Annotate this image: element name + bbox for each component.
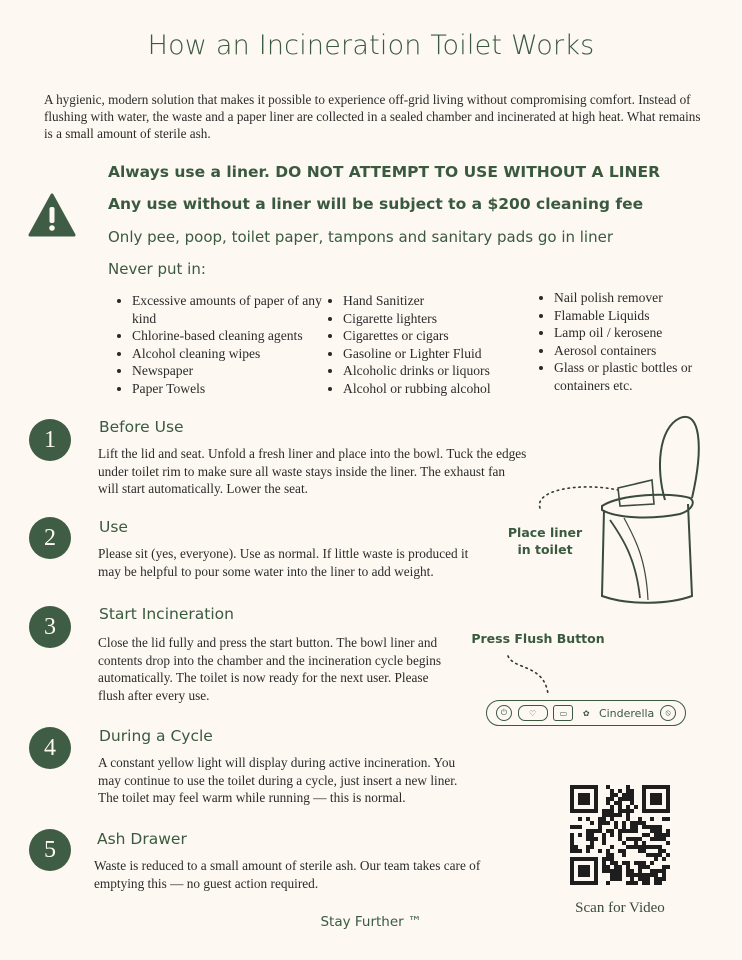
mode-icon: ▭ — [553, 705, 573, 721]
list-item: • Cigarette lighters — [343, 310, 543, 328]
allowed-items-rule: Only pee, poop, toilet paper, tampons and sanitary pads go in liner — [108, 228, 614, 246]
step-description: Lift the lid and seat. Unfold a fresh liner and place into the bowl. Tuck the edges under toilet rim to make sure all waste stays inside the liner. The exhaust fan will start automatically. Lower the seat. — [98, 446, 527, 496]
step-number-badge: 5 — [29, 829, 71, 871]
step-number-badge: 2 — [29, 517, 71, 559]
list-item: • Aerosol containers — [554, 342, 734, 360]
step-number-badge: 3 — [29, 606, 71, 648]
never-list-col-2 — [319, 292, 543, 397]
list-item: • Hand Sanitizer — [343, 292, 543, 310]
list-item: • Cigarettes or cigars — [343, 327, 543, 345]
flush-button[interactable]: ♡ — [518, 705, 548, 721]
never-put-in-heading: Never put in: — [108, 260, 206, 278]
cleaning-fee-rule: Any use without a liner will be subject to a $200 cleaning fee — [108, 195, 644, 213]
list-item: • Gasoline or Lighter Fluid — [343, 345, 543, 363]
list-item: • Excessive amounts of paper of any kind — [132, 292, 336, 327]
liner-required-rule: Always use a liner. DO NOT ATTEMPT TO USE WITHOUT A LINER — [108, 163, 660, 181]
list-item: • Chlorine-based cleaning agents — [132, 327, 336, 345]
never-list-col-3 — [530, 289, 734, 394]
brand-label: Cinderella — [598, 706, 655, 720]
step-title: Ash Drawer — [97, 830, 187, 848]
step-description: A constant yellow light will display during active incineration. You may continue to use the toilet during a cycle, just insert a new liner. The toilet may feel warm while running — this is normal. — [98, 755, 458, 805]
step-number-badge: 4 — [29, 727, 71, 769]
never-list-col-1 — [108, 292, 336, 397]
flush-caption: Press Flush Button — [471, 631, 605, 646]
step-title: Before Use — [99, 418, 184, 436]
step-number-badge: 1 — [29, 419, 71, 461]
page-title: How an Incineration Toilet Works — [147, 30, 595, 61]
liner-caption-line: Place liner — [507, 525, 583, 540]
step-description: Please sit (yes, everyone). Use as normal. If little waste is produced it may be helpful to pour some water into the liner to add weight. — [98, 546, 469, 579]
list-item: • Glass or plastic bottles or containers etc. — [554, 359, 734, 394]
no-icon: ⦸ — [660, 705, 676, 721]
step-description: Close the lid fully and press the start button. The bowl liner and contents drop into the chamber and the incineration cycle begins automatically. The toilet is now ready for the next user. Please flush after every use. — [98, 635, 442, 703]
list-item: • Nail polish remover — [554, 289, 734, 307]
list-item: • Alcohol cleaning wipes — [132, 345, 336, 363]
dotted-pointer — [500, 650, 560, 698]
qr-caption: Scan for Video — [575, 900, 665, 916]
warning-triangle-icon — [28, 193, 76, 237]
footer-brand: Stay Further ™ — [320, 914, 422, 930]
list-item: • Alcohol or rubbing alcohol — [343, 380, 543, 398]
control-panel — [486, 700, 686, 726]
toilet-illustration — [520, 410, 710, 610]
step-title: Use — [99, 518, 128, 536]
liner-caption-line: in toilet — [517, 542, 573, 557]
step-title: Start Incineration — [99, 605, 234, 623]
list-item: • Newspaper — [132, 362, 336, 380]
step-description: Waste is reduced to a small amount of sterile ash. Our team takes care of emptying this — no guest action required. — [94, 858, 481, 891]
list-item: • Alcoholic drinks or liquors — [343, 362, 543, 380]
list-item: • Paper Towels — [132, 380, 336, 398]
fan-icon: ✿ — [582, 708, 590, 718]
qr-code[interactable] — [570, 785, 670, 885]
intro-paragraph: A hygienic, modern solution that makes it possible to experience off-grid living without compromising comfort. Instead of flushing with water, the waste and a paper liner are collected in a sealed chamber and incinerated at high heat. What remains is a small amount of sterile ash. — [44, 92, 701, 141]
liner-caption — [500, 524, 590, 558]
step-title: During a Cycle — [99, 727, 213, 745]
power-icon: ⏻ — [496, 705, 512, 721]
list-item: • Flamable Liquids — [554, 307, 734, 325]
list-item: • Lamp oil / kerosene — [554, 324, 734, 342]
